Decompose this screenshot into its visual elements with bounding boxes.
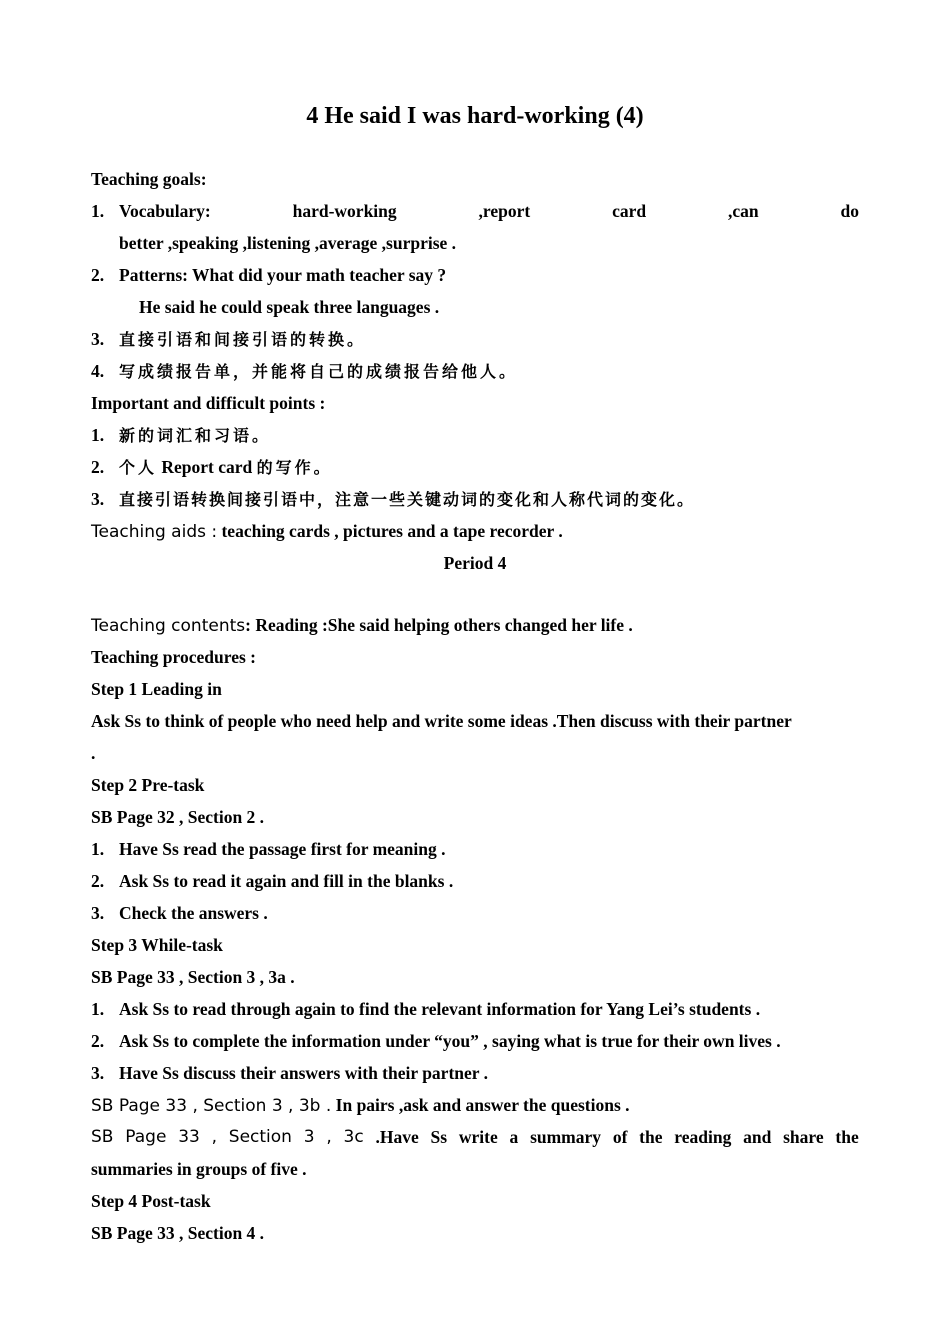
- reference-word: 3c: [343, 1127, 364, 1147]
- page-title: 4 He said I was hard-working (4): [306, 103, 644, 129]
- list-number: 3.: [91, 1063, 105, 1083]
- item-text: Check the answers .: [119, 903, 268, 923]
- step3-heading: Step 3 While-task: [91, 935, 223, 955]
- item-text: Ask Ss to read through again to find the relevant information for Yang Lei’s students .: [119, 999, 761, 1019]
- reference-word: Ss: [430, 1127, 448, 1147]
- reference-word: the: [835, 1127, 859, 1147]
- step2-item-1: [91, 833, 859, 865]
- vocab-word: ,can: [727, 201, 759, 221]
- step3-item-1: [91, 993, 859, 1025]
- teaching-contents: [91, 609, 859, 642]
- goals-item-patterns: [91, 259, 859, 291]
- points-heading: Important and difficult points :: [91, 393, 326, 413]
- step2-item-2: [91, 865, 859, 897]
- vocab-word: do: [840, 201, 859, 221]
- step1-text: Ask Ss to think of people who need help and write some ideas .Then discuss with their partner: [91, 711, 792, 731]
- list-number: 1.: [91, 201, 105, 221]
- step2-item-3: [91, 897, 859, 929]
- step3-reference-3b: [91, 1089, 859, 1122]
- list-number: 3.: [91, 489, 105, 509]
- vocab-continuation: better ,speaking ,listening ,average ,surprise .: [119, 233, 457, 253]
- reference-word: reading: [674, 1127, 732, 1147]
- reference-word: of: [612, 1127, 628, 1147]
- points-item-3: [91, 483, 859, 516]
- reference-word: SB: [91, 1127, 114, 1147]
- goals-heading: Teaching goals:: [91, 169, 207, 189]
- contents-text: : Reading :She said helping others changed her life .: [245, 615, 633, 635]
- item-text: Ask Ss to read it again and fill in the blanks .: [119, 871, 454, 891]
- step4-heading: Step 4 Post-task: [91, 1191, 211, 1211]
- step3-reference: SB Page 33 , Section 3 , 3a .: [91, 967, 295, 987]
- step2-heading: Step 2 Pre-task: [91, 775, 205, 795]
- goals-item-vocabulary: [91, 195, 859, 227]
- list-number: 3.: [91, 329, 105, 349]
- item-text: Patterns: What did your math teacher say ?: [119, 265, 447, 285]
- item-text: Have Ss read the passage first for meaning .: [119, 839, 446, 859]
- step3-item-2: [91, 1025, 859, 1057]
- reference-word: Section: [228, 1127, 292, 1147]
- goals-item-4: [91, 355, 859, 388]
- reference-word: summary: [530, 1127, 602, 1147]
- vocab-word: card: [612, 201, 647, 221]
- item-text: 新的词汇和习语。: [119, 426, 272, 445]
- reference-word: .Have: [375, 1127, 419, 1147]
- reference-text: In pairs ,ask and answer the questions .: [331, 1095, 630, 1115]
- teaching-aids: [91, 515, 859, 548]
- reference-word: 3: [303, 1127, 315, 1147]
- step1-heading: Step 1 Leading in: [91, 679, 222, 699]
- vocab-lead: [91, 195, 211, 227]
- list-number: 2.: [91, 1031, 105, 1051]
- list-number: 2.: [91, 457, 105, 477]
- reference-word: 33: [178, 1127, 200, 1147]
- step3-reference-3c: [91, 1121, 859, 1153]
- reference-word: Page: [125, 1127, 167, 1147]
- list-number: 2.: [91, 265, 105, 285]
- item-text: Report card: [157, 457, 257, 477]
- step1-text-continuation: .: [91, 743, 96, 763]
- item-text: 直接引语和间接引语的转换。: [119, 330, 367, 349]
- step4-reference: SB Page 33 , Section 4 .: [91, 1223, 265, 1243]
- item-text: 的写作。: [256, 458, 333, 477]
- period-heading: Period 4: [443, 553, 507, 573]
- reference-word: share: [783, 1127, 824, 1147]
- reference-label: SB Page 33 , Section 3 , 3b .: [91, 1096, 332, 1116]
- points-item-1: [91, 419, 859, 452]
- procedures-heading: Teaching procedures :: [91, 647, 256, 667]
- contents-label: Teaching contents: [91, 616, 246, 636]
- list-number: 1.: [91, 425, 105, 445]
- item-text: Ask Ss to complete the information under “you” , saying what is true for their own lives .: [119, 1031, 781, 1051]
- step2-reference: SB Page 32 , Section 2 .: [91, 807, 265, 827]
- aids-text: teaching cards , pictures and a tape recorder .: [217, 521, 563, 541]
- list-number: 4.: [91, 361, 105, 381]
- patterns-continuation: He said he could speak three languages .: [139, 297, 440, 317]
- step3-item-3: [91, 1057, 859, 1089]
- reference-word: the: [639, 1127, 663, 1147]
- goals-item-3: [91, 323, 859, 356]
- item-text: 直接引语转换间接引语中，注意一些关键动词的变化和人称代词的变化。: [119, 490, 696, 509]
- reference-word: a: [509, 1127, 519, 1147]
- aids-label: Teaching aids :: [91, 522, 218, 542]
- list-number: 1.: [91, 839, 105, 859]
- list-number: 3.: [91, 903, 105, 923]
- vocab-word: Vocabulary:: [119, 201, 211, 221]
- reference-word: and: [743, 1127, 772, 1147]
- step3-reference-3c-continuation: summaries in groups of five .: [91, 1159, 307, 1179]
- item-text: 写成绩报告单，并能将自己的成绩报告给他人。: [119, 362, 519, 381]
- list-number: 2.: [91, 871, 105, 891]
- item-text: Have Ss discuss their answers with their partner .: [119, 1063, 488, 1083]
- points-item-2: [91, 451, 859, 484]
- vocab-word: hard-working: [292, 201, 397, 221]
- item-text: 个人: [119, 458, 158, 477]
- list-number: 1.: [91, 999, 105, 1019]
- vocab-word: ,report: [478, 201, 531, 221]
- reference-word: ,: [211, 1127, 218, 1147]
- reference-word: write: [458, 1127, 498, 1147]
- reference-word: ,: [326, 1127, 332, 1147]
